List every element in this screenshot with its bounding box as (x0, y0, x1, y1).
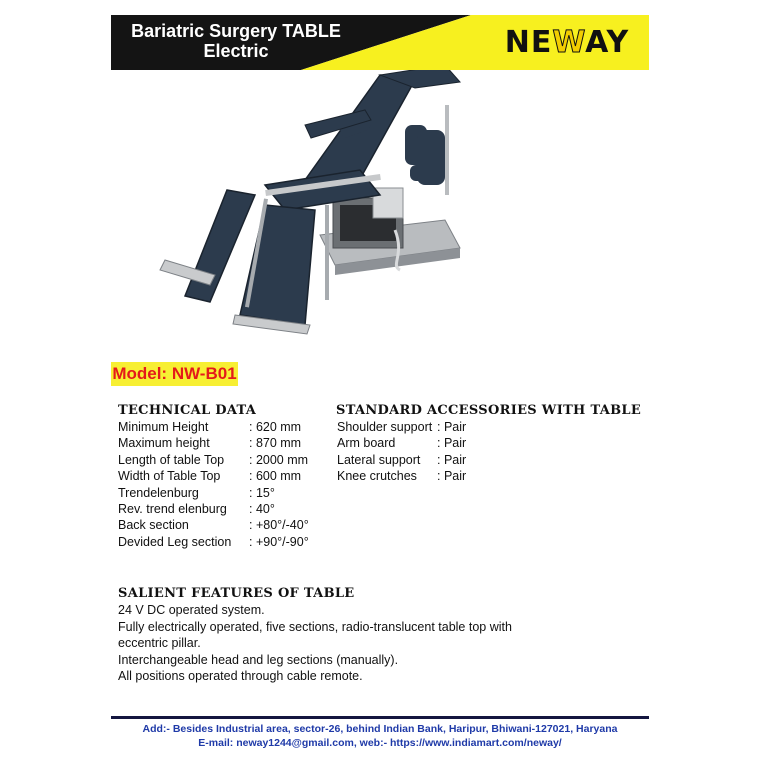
model-badge: Model: NW-B01 (111, 362, 238, 386)
spec-value: : 40° (249, 501, 275, 516)
footer-divider (111, 716, 649, 719)
page-title (111, 21, 361, 61)
spec-value: : +90°/-90° (249, 534, 309, 549)
accessory-label: Arm board (337, 436, 396, 451)
spec-label: Maximum height (118, 436, 210, 451)
spec-value: : 620 mm (249, 420, 302, 434)
spec-value: : 870 mm (249, 436, 302, 451)
brand-logo-part-3: AY (585, 25, 630, 60)
spec-label: Devided Leg section (118, 534, 232, 549)
accessory-value: : Pair (437, 469, 467, 484)
features-heading: SALIENT FEATURES OF TABLE (118, 586, 355, 601)
operating-table-image (155, 70, 625, 345)
feature-line: 24 V DC operated system. (118, 603, 265, 617)
feature-line: Fully electrically operated, five sections, radio-translucent table top with (118, 619, 512, 634)
accessory-label: Shoulder support (337, 420, 433, 434)
features-list (118, 602, 512, 685)
accessory-label: Knee crutches (337, 469, 417, 484)
accessory-value: : Pair (437, 436, 467, 451)
feature-line: Interchangeable head and leg sections (manually). (118, 652, 399, 667)
accessory-label: Lateral support (337, 452, 421, 467)
brand-logo-part-1: NE (504, 25, 553, 60)
spec-value: : 600 mm (249, 469, 302, 484)
technical-data-heading: TECHNICAL DATA (118, 403, 257, 418)
spec-value: : +80°/-40° (249, 518, 309, 533)
spec-label: Back section (118, 518, 189, 533)
feature-line: eccentric pillar. (118, 636, 201, 651)
spec-label: Rev. trend elenburg (118, 501, 227, 516)
feature-line: All positions operated through cable remote. (118, 669, 363, 684)
spec-label: Trendelenburg (118, 485, 199, 500)
accessories-heading: STANDARD ACCESSORIES WITH TABLE (336, 403, 642, 418)
footer-address: Add:- Besides Industrial area, sector-26, behind Indian Bank, Haripur, Bhiwani-127021, Haryana (142, 723, 618, 735)
footer (111, 722, 649, 750)
brand-logo (487, 25, 647, 60)
accessory-value: : Pair (437, 420, 467, 434)
spec-label: Length of table Top (118, 452, 225, 467)
spec-value: : 15° (249, 485, 275, 500)
title-line-2: Electric (203, 41, 269, 61)
spec-label: Width of Table Top (118, 469, 221, 484)
accessory-value: : Pair (437, 452, 467, 467)
spec-label: Minimum Height (118, 420, 209, 434)
brand-logo-part-2: W (552, 25, 586, 60)
spec-value: : 2000 mm (249, 452, 309, 467)
header-banner (111, 15, 649, 70)
title-line-1: Bariatric Surgery TABLE (131, 21, 341, 41)
footer-contact: E-mail: neway1244@gmail.com, web:- https://www.indiamart.com/neway/ (198, 737, 562, 749)
